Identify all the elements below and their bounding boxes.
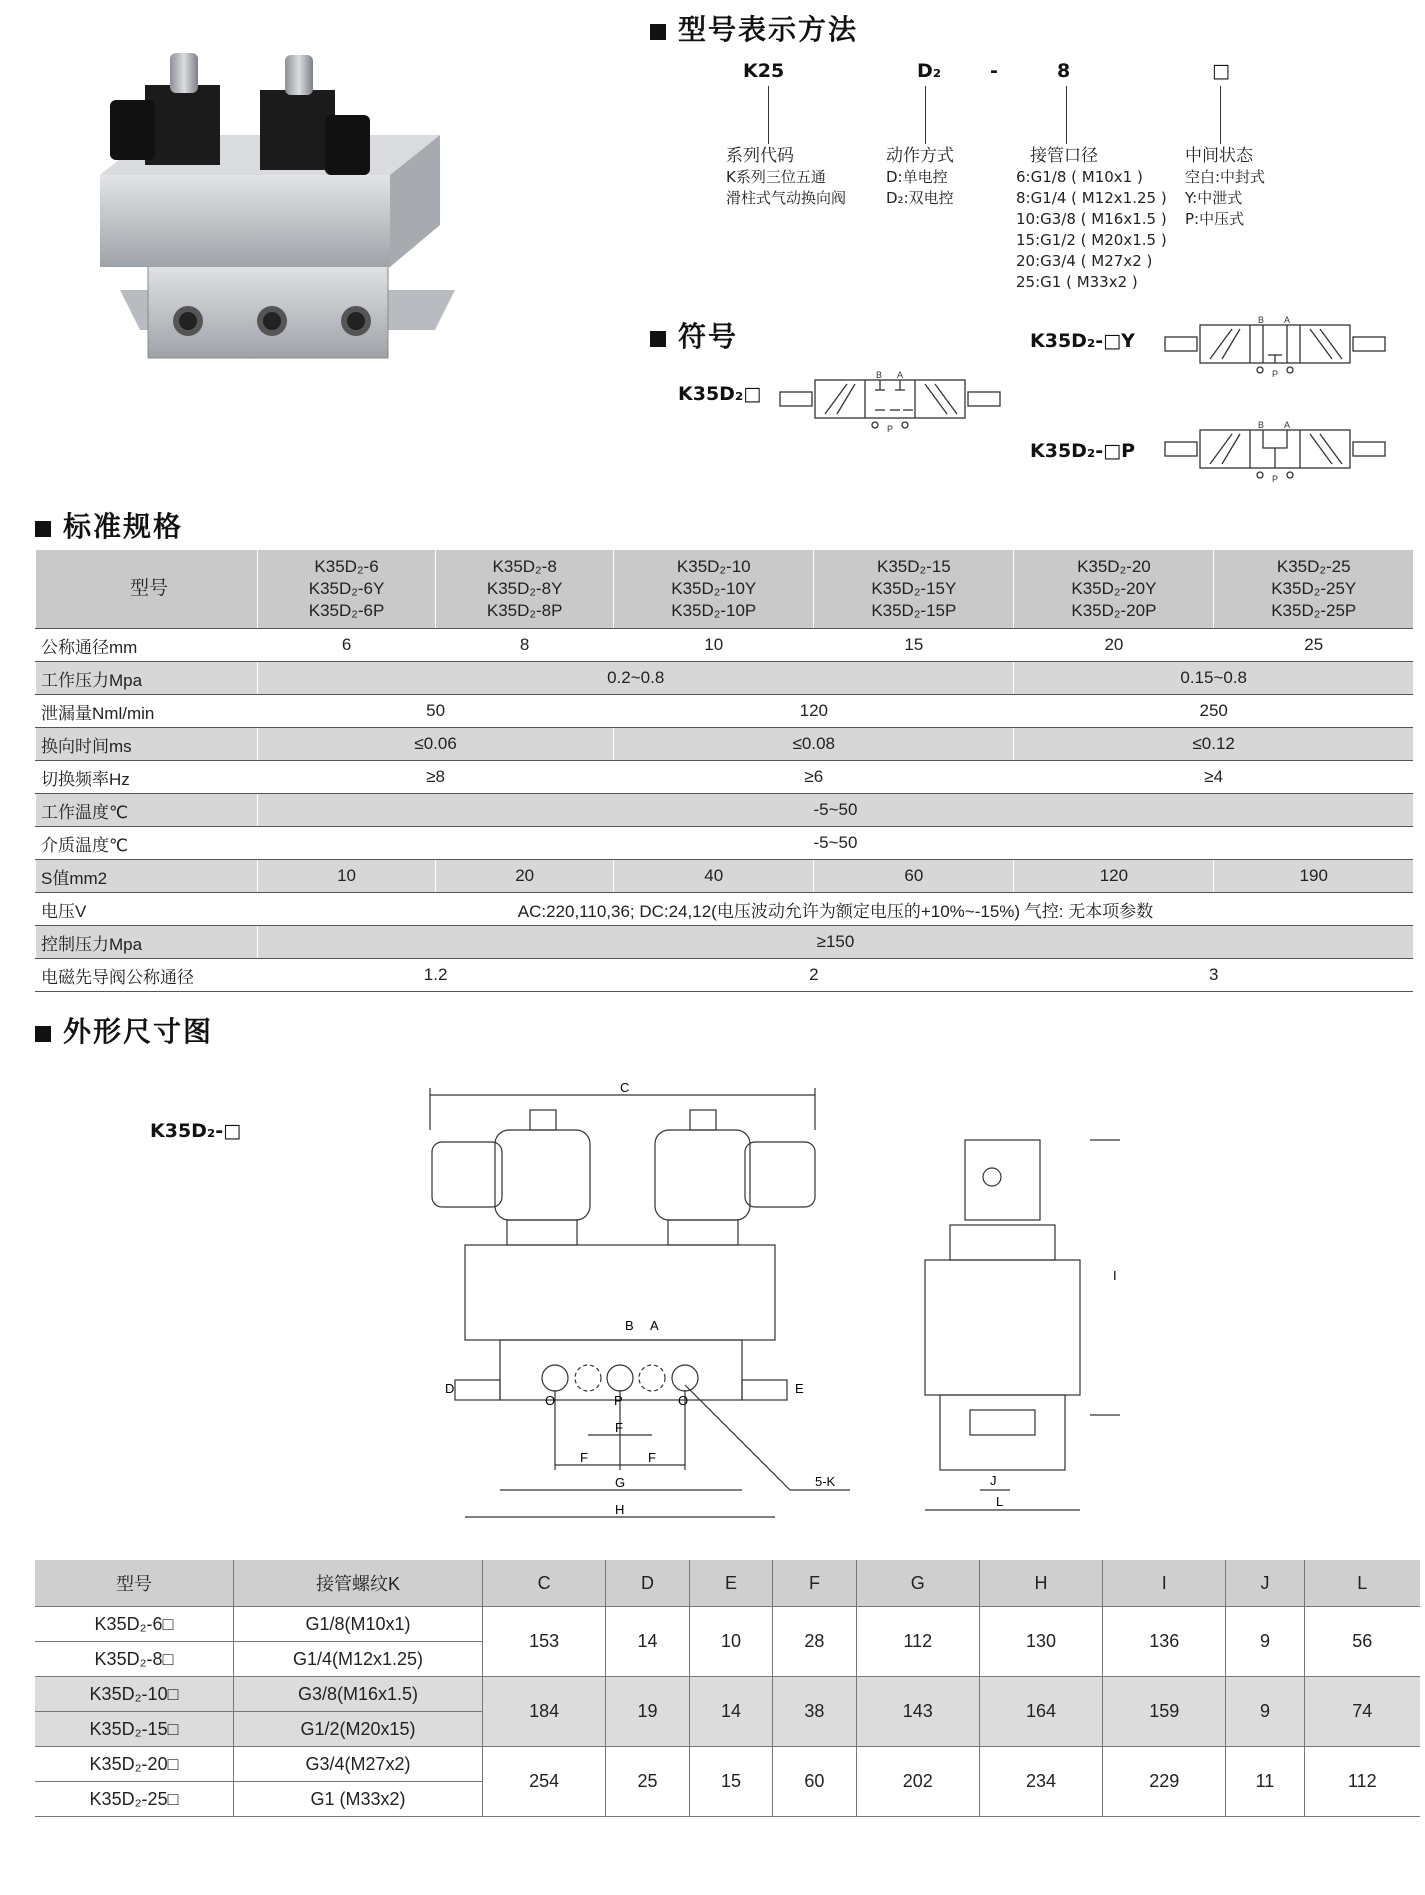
spec-row	[36, 695, 1414, 728]
dim-thread: G1/2(M20x15)	[234, 1712, 483, 1747]
spec-cell: 40	[614, 860, 814, 893]
spec-cell: 250	[1014, 695, 1413, 728]
dimension-table	[35, 1560, 1420, 1817]
dim-header: L	[1304, 1560, 1420, 1607]
spec-cell: 2	[614, 959, 1014, 992]
dim-value: 112	[1304, 1747, 1420, 1817]
dim-header: G	[856, 1560, 979, 1607]
section-bullet-icon	[35, 1026, 51, 1042]
dim-label: L	[996, 1494, 1004, 1509]
dim-label: I	[1113, 1268, 1117, 1283]
dim-label: D	[445, 1381, 455, 1396]
spec-row	[36, 827, 1414, 860]
symbol-port-p: P	[887, 424, 894, 434]
spec-cell: ≥4	[1014, 761, 1413, 794]
dim-label: P	[614, 1393, 623, 1408]
section-bullet-icon	[650, 331, 666, 347]
spec-cell: 6	[258, 629, 436, 662]
symbol-heading: 符号	[650, 315, 738, 355]
spec-model-col: K35D₂-8 K35D₂-8Y K35D₂-8P	[436, 550, 614, 629]
dim-value: 164	[979, 1677, 1102, 1747]
dimension-drawing	[410, 1080, 1120, 1540]
code-series: K25	[743, 60, 785, 82]
spec-cell: ≥8	[258, 761, 614, 794]
model-code-heading: 型号表示方法	[650, 8, 858, 48]
center-desc: 中间状态 空白:中封式 Y:中泄式 P:中压式	[1185, 146, 1266, 228]
spec-row	[36, 662, 1414, 695]
dim-label: E	[795, 1381, 804, 1396]
action-desc: 动作方式 D:单电控 D₂:双电控	[886, 146, 954, 207]
dim-label: H	[615, 1502, 625, 1517]
dim-row	[35, 1747, 1420, 1782]
spec-cell: ≥6	[614, 761, 1014, 794]
code-dash: -	[990, 60, 998, 82]
spec-cell: ≤0.08	[614, 728, 1014, 761]
dim-thread: G3/8(M16x1.5)	[234, 1677, 483, 1712]
symbol-port-a: A	[1284, 315, 1291, 325]
dim-value: 10	[689, 1607, 772, 1677]
valve-symbol-exhaust	[1160, 315, 1390, 385]
dim-value: 229	[1103, 1747, 1226, 1817]
dim-label: O	[545, 1393, 556, 1408]
dim-row	[35, 1677, 1420, 1712]
section-bullet-icon	[650, 24, 666, 40]
valve-product-image	[100, 45, 480, 375]
spec-row	[36, 893, 1414, 926]
dim-label: C	[620, 1080, 630, 1095]
model-code-diagram	[720, 60, 1420, 290]
spec-cell: ≤0.12	[1014, 728, 1413, 761]
dim-header: 型号	[35, 1560, 234, 1607]
dim-value: 184	[483, 1677, 606, 1747]
spec-model-col: K35D₂-10 K35D₂-10Y K35D₂-10P	[614, 550, 814, 629]
spec-cell: 60	[814, 860, 1014, 893]
spec-row-label: 介质温度℃	[36, 827, 258, 860]
code-center: □	[1212, 60, 1230, 82]
dim-label: A	[650, 1318, 659, 1333]
spec-row-label: 工作压力Mpa	[36, 662, 258, 695]
spec-header-label: 型号	[36, 550, 258, 629]
spec-row	[36, 728, 1414, 761]
dim-label: 5-K	[815, 1474, 836, 1489]
dim-header: H	[979, 1560, 1102, 1607]
dim-thread: G1/8(M10x1)	[234, 1607, 483, 1642]
dim-value: 9	[1226, 1677, 1304, 1747]
spec-model-col: K35D₂-15 K35D₂-15Y K35D₂-15P	[814, 550, 1014, 629]
dim-header: J	[1226, 1560, 1304, 1607]
dim-value: 136	[1103, 1607, 1226, 1677]
spec-row-label: 控制压力Mpa	[36, 926, 258, 959]
dim-value: 38	[773, 1677, 856, 1747]
dim-model: K35D₂-8□	[35, 1642, 234, 1677]
spec-heading: 标准规格	[35, 505, 183, 545]
dim-label: B	[625, 1318, 634, 1333]
dim-thread: G1/4(M12x1.25)	[234, 1642, 483, 1677]
drawing-model-label: K35D₂-□	[150, 1120, 242, 1142]
spec-row-label: S值mm2	[36, 860, 258, 893]
dim-thread: G3/4(M27x2)	[234, 1747, 483, 1782]
dim-header-row	[35, 1560, 1420, 1607]
spec-cell: 50	[258, 695, 614, 728]
spec-model-col: K35D₂-20 K35D₂-20Y K35D₂-20P	[1014, 550, 1214, 629]
series-desc: 系列代码 K系列三位五通 滑柱式气动换向阀	[726, 146, 847, 207]
spec-cell: -5~50	[258, 794, 1414, 827]
dim-label: J	[990, 1473, 997, 1488]
dim-value: 130	[979, 1607, 1102, 1677]
symbol-port-b: B	[1258, 315, 1265, 325]
dim-value: 60	[773, 1747, 856, 1817]
spec-row-label: 工作温度℃	[36, 794, 258, 827]
dim-value: 234	[979, 1747, 1102, 1817]
spec-cell: 0.15~0.8	[1014, 662, 1413, 695]
symbol-port-b: B	[876, 370, 883, 380]
spec-row	[36, 860, 1414, 893]
dim-value: 56	[1304, 1607, 1420, 1677]
dim-header: C	[483, 1560, 606, 1607]
spec-cell: ≤0.06	[258, 728, 614, 761]
spec-cell: -5~50	[258, 827, 1414, 860]
dim-value: 14	[689, 1677, 772, 1747]
code-leader	[925, 86, 926, 144]
spec-header-row	[36, 550, 1414, 629]
dim-value: 159	[1103, 1677, 1226, 1747]
spec-cell: 190	[1214, 860, 1413, 893]
dim-header: E	[689, 1560, 772, 1607]
spec-cell: 20	[1014, 629, 1214, 662]
dim-header: F	[773, 1560, 856, 1607]
dim-value: 11	[1226, 1747, 1304, 1817]
dim-label: O	[678, 1393, 689, 1408]
symbol-port-b: B	[1258, 420, 1265, 430]
code-leader	[768, 86, 769, 144]
dim-value: 28	[773, 1607, 856, 1677]
dim-header: I	[1103, 1560, 1226, 1607]
port-desc: 接管口径 6:G1/8 ( M10x1 ) 8:G1/4 ( M12x1.25 ) 10:G3/8 ( M16x1.5 ) 15:G1/2 ( M20x1.5 ) 20:G3/4 ( M27x2 ) 25:G1 ( M33x2 )	[1016, 146, 1167, 291]
dim-value: 202	[856, 1747, 979, 1817]
code-leader	[1066, 86, 1067, 144]
valve-symbol-pressure	[1160, 420, 1390, 490]
dim-value: 25	[606, 1747, 689, 1817]
symbol-port-a: A	[1284, 420, 1291, 430]
symbol-label-closed: K35D₂□	[678, 383, 762, 405]
section-bullet-icon	[35, 521, 51, 537]
spec-cell: 25	[1214, 629, 1413, 662]
spec-cell: 10	[258, 860, 436, 893]
symbol-label-pressure: K35D₂-□P	[1030, 440, 1136, 462]
dim-model: K35D₂-6□	[35, 1607, 234, 1642]
dim-label: G	[615, 1475, 626, 1490]
symbol-label-exhaust: K35D₂-□Y	[1030, 330, 1135, 352]
spec-row	[36, 926, 1414, 959]
spec-cell: 8	[436, 629, 614, 662]
spec-row	[36, 629, 1414, 662]
dim-thread: G1 (M33x2)	[234, 1782, 483, 1817]
dim-model: K35D₂-10□	[35, 1677, 234, 1712]
spec-row-label: 切换频率Hz	[36, 761, 258, 794]
dim-header: 接管螺纹K	[234, 1560, 483, 1607]
dim-value: 15	[689, 1747, 772, 1817]
dim-header: D	[606, 1560, 689, 1607]
spec-cell: ≥150	[258, 926, 1414, 959]
spec-cell: 120	[614, 695, 1014, 728]
dim-value: 9	[1226, 1607, 1304, 1677]
dim-model: K35D₂-20□	[35, 1747, 234, 1782]
dim-value: 14	[606, 1607, 689, 1677]
spec-row-label: 电磁先导阀公称通径	[36, 959, 258, 992]
spec-cell: 1.2	[258, 959, 614, 992]
spec-model-col: K35D₂-25 K35D₂-25Y K35D₂-25P	[1214, 550, 1413, 629]
dim-label: F	[615, 1420, 623, 1435]
spec-cell: 0.2~0.8	[258, 662, 1014, 695]
spec-row	[36, 959, 1414, 992]
spec-cell: 15	[814, 629, 1014, 662]
symbol-port-p: P	[1272, 474, 1279, 484]
spec-cell: AC:220,110,36; DC:24,12(电压波动允许为额定电压的+10%~-15%) 气控: 无本项参数	[258, 893, 1414, 926]
symbol-port-a: A	[897, 370, 904, 380]
dim-value: 143	[856, 1677, 979, 1747]
dim-label: F	[648, 1450, 656, 1465]
dim-value: 19	[606, 1677, 689, 1747]
code-leader	[1220, 86, 1221, 144]
spec-row-label: 换向时间ms	[36, 728, 258, 761]
spec-row-label: 泄漏量Nml/min	[36, 695, 258, 728]
dim-value: 112	[856, 1607, 979, 1677]
spec-row	[36, 761, 1414, 794]
valve-symbol-closed	[775, 370, 1005, 440]
code-action: D₂	[917, 60, 942, 82]
spec-cell: 120	[1014, 860, 1214, 893]
code-port: 8	[1057, 60, 1071, 82]
spec-row-label: 公称通径mm	[36, 629, 258, 662]
spec-cell: 10	[614, 629, 814, 662]
spec-row-label: 电压V	[36, 893, 258, 926]
dim-value: 74	[1304, 1677, 1420, 1747]
dim-label: F	[580, 1450, 588, 1465]
dims-heading: 外形尺寸图	[35, 1010, 213, 1050]
spec-model-col: K35D₂-6 K35D₂-6Y K35D₂-6P	[258, 550, 436, 629]
dim-model: K35D₂-25□	[35, 1782, 234, 1817]
dim-row	[35, 1607, 1420, 1642]
spec-table	[35, 550, 1413, 992]
spec-cell: 20	[436, 860, 614, 893]
dim-value: 254	[483, 1747, 606, 1817]
symbol-port-p: P	[1272, 369, 1279, 379]
dim-model: K35D₂-15□	[35, 1712, 234, 1747]
dim-value: 153	[483, 1607, 606, 1677]
spec-cell: 3	[1014, 959, 1413, 992]
spec-row	[36, 794, 1414, 827]
